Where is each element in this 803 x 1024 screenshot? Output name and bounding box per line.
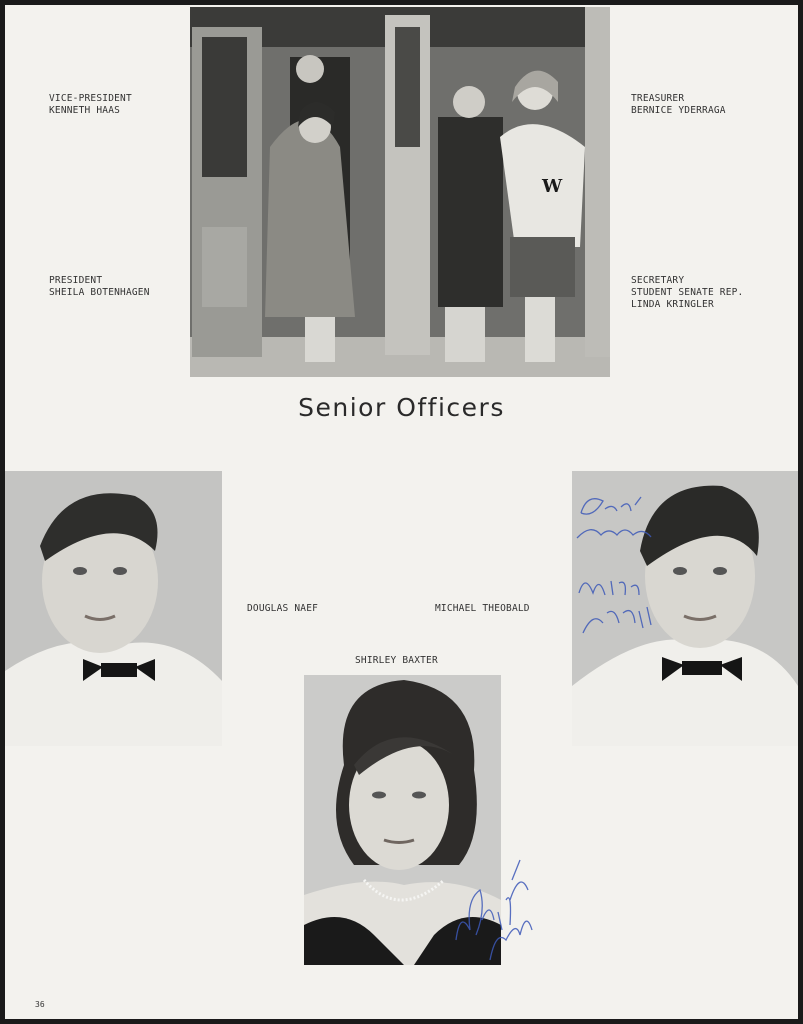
- portrait-douglas-naef: [5, 471, 222, 746]
- page-number: 36: [35, 1000, 45, 1009]
- vice-president-label: [49, 93, 132, 117]
- secretary-name: LINDA KRINGLER: [631, 299, 714, 310]
- president-label: [49, 275, 150, 299]
- vice-president-name: KENNETH HAAS: [49, 105, 121, 116]
- shirley-baxter-name: SHIRLEY BAXTER: [355, 655, 438, 666]
- vice-president-role: VICE-PRESIDENT: [49, 93, 132, 104]
- michael-theobald-name: MICHAEL THEOBALD: [435, 603, 530, 614]
- secretary-role-2: STUDENT SENATE REP.: [631, 287, 744, 298]
- secretary-label: [631, 275, 743, 311]
- treasurer-name: BERNICE YDERRAGA: [631, 105, 726, 116]
- officers-group-photo: [190, 7, 610, 377]
- treasurer-role: TREASURER: [631, 93, 685, 104]
- portrait-michael-theobald: [572, 471, 798, 746]
- page-title: Senior Officers: [298, 393, 505, 422]
- svg-text:W: W: [542, 176, 563, 197]
- president-role: PRESIDENT: [49, 275, 103, 286]
- douglas-naef-name: DOUGLAS NAEF: [247, 603, 319, 614]
- yearbook-page: [5, 5, 798, 1019]
- secretary-role: SECRETARY: [631, 275, 685, 286]
- president-name: SHEILA BOTENHAGEN: [49, 287, 150, 298]
- portrait-shirley-baxter: [304, 675, 501, 965]
- treasurer-label: [631, 93, 726, 117]
